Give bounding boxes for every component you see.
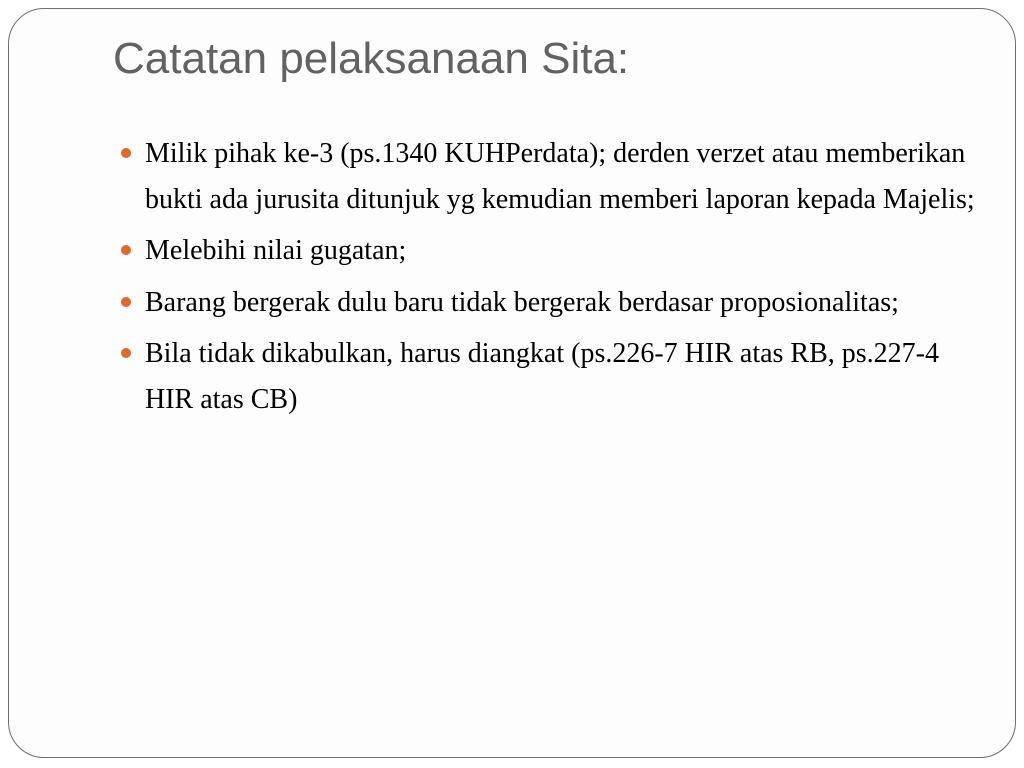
bullet-text: Melebihi nilai gugatan; [145, 235, 407, 266]
list-item [121, 131, 981, 222]
list-item [121, 331, 981, 422]
bullet-list [121, 131, 981, 428]
bullet-dot-icon [121, 348, 131, 358]
list-item [121, 280, 981, 326]
bullet-dot-icon [121, 297, 131, 307]
bullet-dot-icon [121, 148, 131, 158]
slide [8, 8, 1016, 758]
bullet-text: Bila tidak dikabulkan, harus diangkat (ps.226-7 HIR atas RB, ps.227-4 HIR atas CB) [145, 338, 939, 415]
bullet-text: Milik pihak ke-3 (ps.1340 KUHPerdata); derden verzet atau memberikan bukti ada jurusita ditunjuk yg kemudian memberi laporan kepada Majelis; [145, 138, 975, 215]
bullet-text: Barang bergerak dulu baru tidak bergerak berdasar proposionalitas; [145, 286, 899, 318]
list-item [121, 228, 981, 274]
bullet-dot-icon [121, 245, 131, 255]
slide-title: Catatan pelaksanaan Sita: [113, 34, 630, 83]
